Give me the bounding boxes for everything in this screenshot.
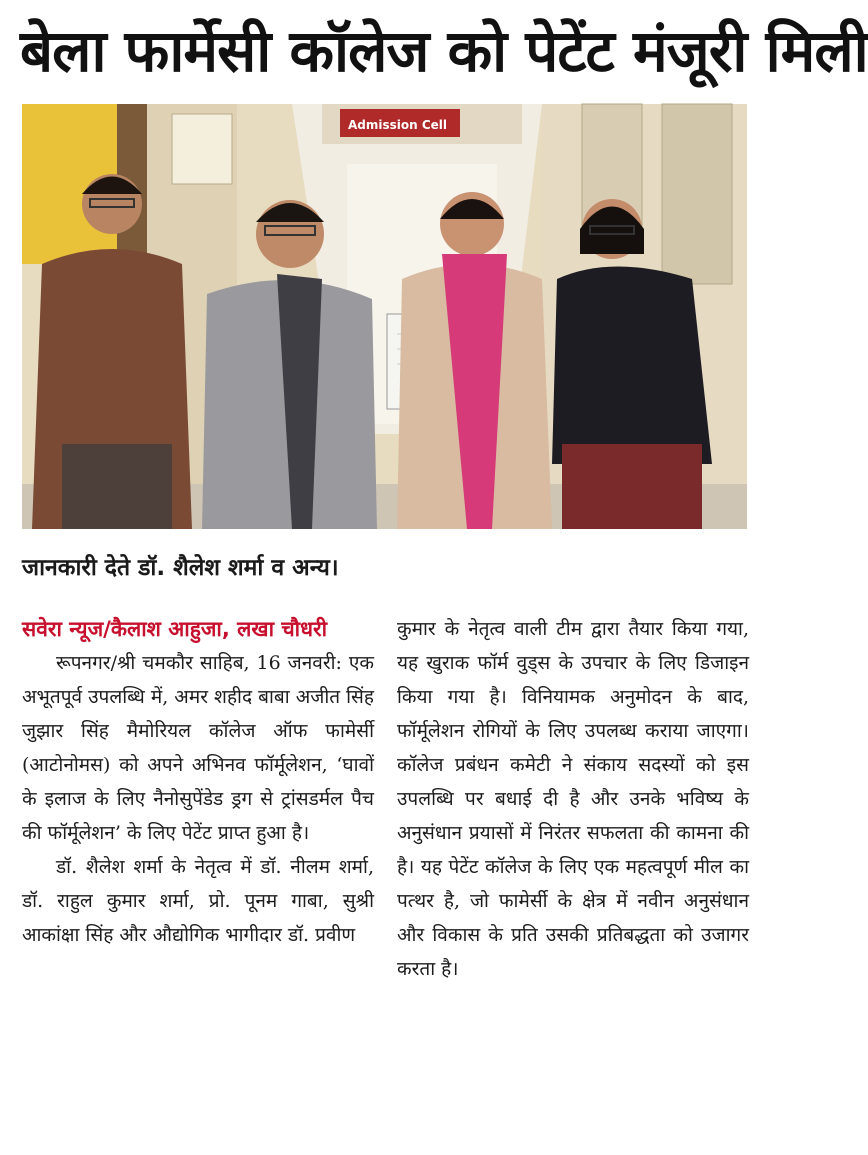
admission-sign: Admission Cell: [348, 118, 448, 132]
headline: बेला फार्मेसी कॉलेज को पेटेंट मंजूरी मिली: [20, 17, 868, 85]
article-column-right: [397, 612, 749, 986]
byline: सवेरा न्यूज/कैलाश आहुजा, लखा चौधरी: [22, 617, 328, 641]
article-paragraph: डॉ. शैलेश शर्मा के नेतृत्व में डॉ. नीलम शर्मा, डॉ. राहुल कुमार शर्मा, प्रो. पूनम गाबा, सुश्री आकांक्षा सिंह और औद्योगिक भागीदार डॉ. प्रवीण: [22, 856, 374, 946]
article-column-left: [22, 612, 374, 952]
photo-illustration: [22, 104, 747, 529]
article-paragraph: कुमार के नेतृत्व वाली टीम द्वारा तैयार किया गया, यह खुराक फॉर्म वुड्स के उपचार के लिए डिजाइन किया गया है। विनियामक अनुमोदन के बाद, फॉर्मूलेशन रोगियों के लिए उपलब्ध कराया जाएगा। कॉलेज प्रबंधन कमेटी ने संकाय सदस्यों को इस उपलब्धि पर बधाई दी है और उनके भविष्य के अनुसंधान प्रयासों में निरंतर सफलता की कामना की है। यह पेटेंट कॉलेज के लिए एक महत्वपूर्ण मील का पत्थर है, जो फामेर्सी के क्षेत्र में नवीन अनुसंधान और विकास के प्रति उसकी प्रतिबद्धता को उजागर करता है।: [397, 618, 749, 980]
article-paragraph: रूपनगर/श्री चमकौर साहिब, 16 जनवरी: एक अभूतपूर्व उपलब्धि में, अमर शहीद बाबा अजीत सिंह जुझार सिंह मैमोरियल कॉलेज ऑफ फामेर्सी (आटोनोमस) को अपने अभिनव फॉर्मूलेशन, ‘घावों के इलाज के लिए नैनोसुपेंडेड ड्रग से ट्रांसडर्मल पैच की फॉर्मूलेशन’ के लिए पेटेंट प्राप्त हुआ है।: [22, 652, 374, 844]
news-photo: [22, 104, 747, 529]
photo-caption: जानकारी देते डॉ. शैलेश शर्मा व अन्य।: [22, 555, 339, 581]
